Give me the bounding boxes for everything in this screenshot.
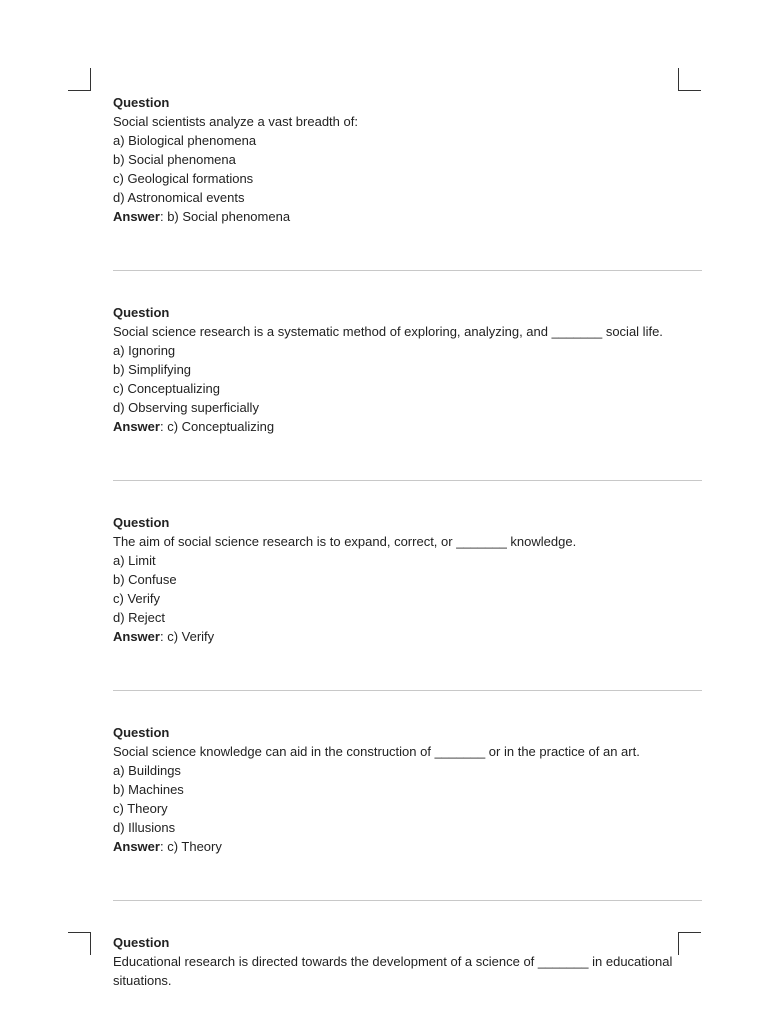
question-block-1 [113,93,702,226]
option-b: b) Confuse [113,572,177,587]
answer-line [113,627,702,646]
question-heading: Question [113,725,170,740]
separator-line [113,900,702,901]
option-c: c) Conceptualizing [113,381,220,396]
answer-label: Answer [113,629,160,644]
answer-text: : c) Verify [159,629,215,644]
crop-mark-top-right [678,68,701,91]
crop-mark-bottom-left [68,932,91,955]
separator-line [113,480,702,481]
answer-text: : b) Social phenomena [159,209,291,224]
option-a: a) Biological phenomena [113,133,257,148]
question-prompt: Social scientists analyze a vast breadth of: [113,114,358,129]
answer-line [113,207,702,226]
answer-text: : c) Theory [159,839,222,854]
option-d: d) Astronomical events [113,190,245,205]
answer-label: Answer [113,839,160,854]
answer-label: Answer [113,419,160,434]
option-c: c) Verify [113,591,160,606]
question-prompt: The aim of social science research is to expand, correct, or _______ knowledge. [113,534,577,549]
option-d: d) Observing superficially [113,400,259,415]
answer-line [113,417,702,436]
option-a: a) Ignoring [113,343,176,358]
option-d: d) Reject [113,610,166,625]
separator-line [113,270,702,271]
question-heading: Question [113,95,170,110]
option-c: c) Theory [113,801,168,816]
answer-text: : c) Conceptualizing [159,419,275,434]
option-a: a) Limit [113,553,156,568]
question-block-4 [113,723,702,856]
question-block-3 [113,513,702,646]
option-d: d) Illusions [113,820,176,835]
option-c: c) Geological formations [113,171,254,186]
option-b: b) Social phenomena [113,152,236,167]
question-prompt: Social science research is a systematic method of exploring, analyzing, and _______ social life. [113,324,663,339]
option-b: b) Machines [113,782,184,797]
question-heading: Question [113,305,170,320]
answer-label: Answer [113,209,160,224]
question-prompt: Social science knowledge can aid in the construction of _______ or in the practice of an art. [113,744,640,759]
question-prompt: Educational research is directed towards the development of a science of _______ in educational situations. [113,954,673,988]
question-heading: Question [113,515,170,530]
option-a: a) Buildings [113,763,181,778]
question-block-2 [113,303,702,436]
separator-line [113,690,702,691]
crop-mark-top-left [68,68,91,91]
option-b: b) Simplifying [113,362,192,377]
question-list [113,93,702,990]
answer-line [113,837,702,856]
question-heading: Question [113,935,170,950]
question-block-5 [113,933,702,990]
